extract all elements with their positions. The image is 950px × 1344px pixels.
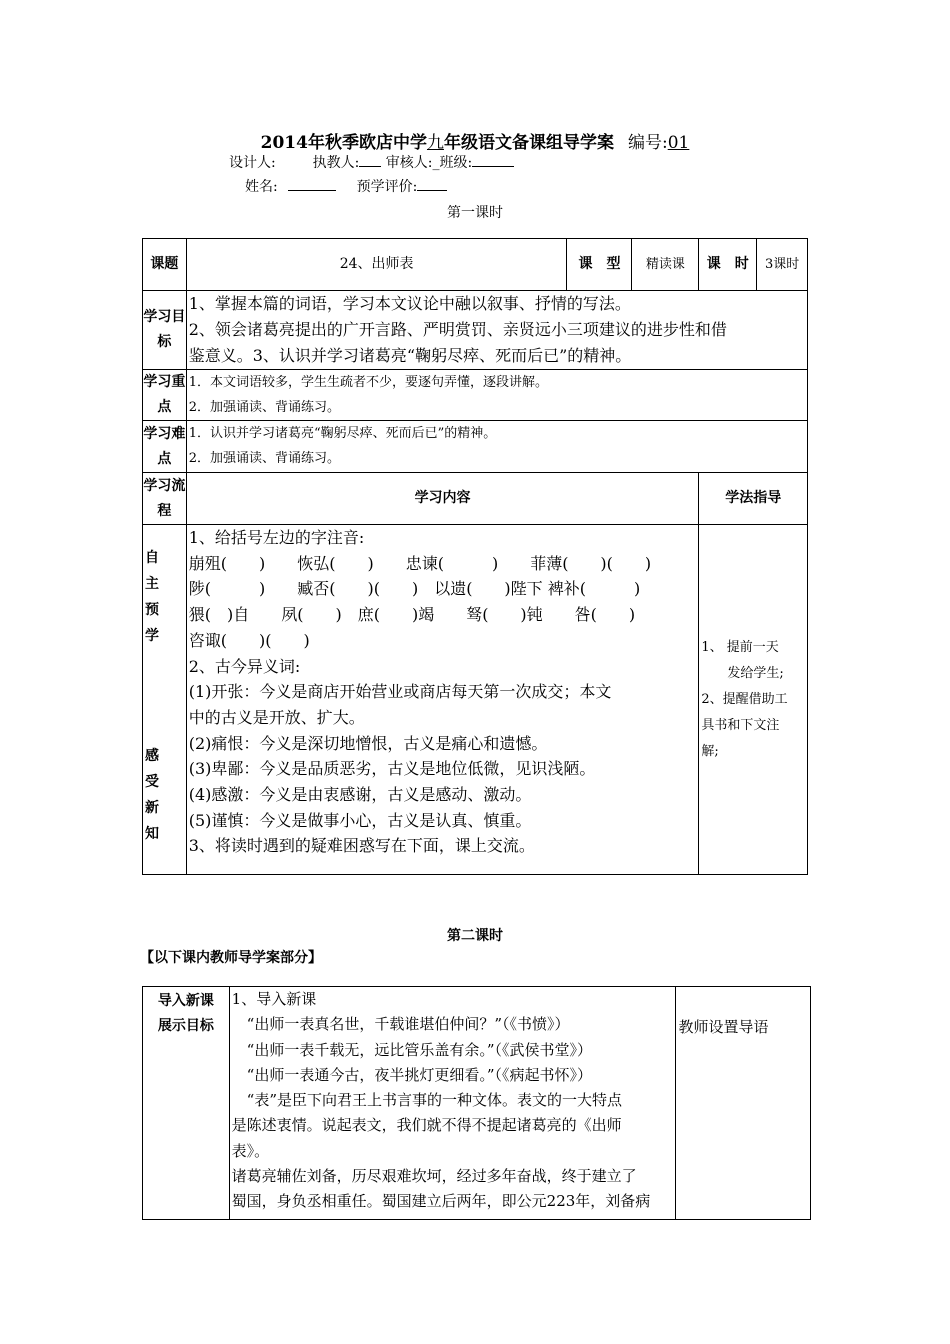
content-line: 咨诹( )( ) — [188, 630, 310, 650]
teacher-blank — [359, 166, 381, 167]
intro-line: 1、导入新课 — [231, 990, 317, 1008]
key-points-content — [186, 370, 807, 421]
study-content — [186, 525, 699, 875]
method-line: 发给学生; — [701, 665, 784, 681]
intro-line: “出师一表千载无，远比管乐盖有余。”（《武侯书堂》） — [231, 1040, 592, 1059]
content-line: 3、将读时遇到的疑难困惑写在下面，课上交流。 — [188, 836, 535, 856]
difficulty-content — [186, 421, 807, 473]
topic-label: 课题 — [143, 239, 187, 291]
flow-header-row — [143, 473, 808, 525]
designer-label: 设计人: — [229, 155, 276, 171]
teacher-note: 教师设置导语 — [675, 987, 810, 1220]
lesson1-heading: 第一课时 — [447, 205, 503, 221]
name-blank — [288, 190, 336, 191]
intro-row — [143, 987, 811, 1220]
content-line: (3)卑鄙：今义是品质恶劣，古义是地位低微，见识浅陋。 — [188, 759, 596, 779]
self-study-label: 自 主 预 学 — [145, 550, 159, 644]
difficulty-point: 1．认识并学习诸葛亮“鞠躬尽瘁、死而后已”的精神。 — [188, 426, 497, 441]
teacher-label: 执教人: — [312, 155, 360, 171]
section-label: 【以下课内教师导学案部分】 — [140, 950, 322, 966]
content-line: (1)开张：今义是商店开始营业或商店每天第一次成交；本文 — [188, 682, 612, 702]
name-label: 姓名: — [245, 179, 278, 195]
class-blank — [472, 166, 514, 167]
topic-value: 24、出师表 — [186, 239, 567, 291]
preview-blank — [417, 190, 447, 191]
method-line: 1、 提前一天 — [701, 639, 779, 655]
intro-line: 是陈述衷情。说起表文，我们就不得不提起诸葛亮的《出师 — [231, 1116, 622, 1135]
lesson2-heading: 第二课时 — [447, 928, 503, 944]
intro-line: 蜀国，身负丞相重任。蜀国建立后两年，即公元223年，刘备病 — [231, 1192, 651, 1211]
goals-row — [143, 291, 808, 370]
content-line: 中的古义是开放、扩大。 — [188, 707, 365, 727]
content-line: 猥( )自 夙( ) 庶( )竭 驽( )钝 咎( ) — [188, 605, 636, 625]
side-labels — [143, 525, 187, 875]
document-title: 2014年秋季欧店中学九年级语文备课组导学案 编号:01 — [260, 133, 690, 153]
intro-line: “表”是臣下向君王上书言事的一种文体。表文的一大特点 — [231, 1091, 622, 1110]
method-header: 学法指导 — [699, 473, 808, 525]
key-points-label: 学习重点 — [143, 370, 187, 421]
intro-line: 表》。 — [231, 1141, 270, 1160]
content-row — [143, 525, 808, 875]
hours-value: 3课时 — [757, 239, 808, 291]
key-point: 2．加强诵读、背诵练习。 — [188, 400, 341, 415]
goals-content — [186, 291, 807, 370]
content-line: 崩殂( ) 恢弘( ) 忠谏( ) 菲薄( )( ) — [188, 553, 652, 573]
difficulty-row — [143, 421, 808, 473]
intro-content — [229, 987, 675, 1220]
goals-label: 学习目标 — [143, 291, 187, 370]
preview-label: 预学评价: — [356, 179, 418, 195]
type-value: 精读课 — [632, 239, 699, 291]
intro-line: “出师一表通今古，夜半挑灯更细看。”（《病起书怀》） — [231, 1065, 592, 1084]
hours-label: 课 时 — [699, 239, 757, 291]
goal-line: 2、领会诸葛亮提出的广开言路、严明赏罚、亲贤远小三项建议的进步性和借 — [188, 320, 727, 339]
lesson2-table — [142, 986, 811, 1220]
method-guide — [699, 525, 808, 875]
meta-row-1 — [229, 152, 514, 172]
content-header: 学习内容 — [186, 473, 699, 525]
method-line: 2、提醒借助工 — [701, 691, 788, 707]
difficulty-label: 学习难点 — [143, 421, 187, 473]
key-points-row — [143, 370, 808, 421]
lesson1-table — [142, 238, 808, 875]
intro-label: 导入新课 展示目标 — [143, 987, 230, 1220]
topic-row — [143, 239, 808, 291]
flow-label: 学习流程 — [143, 473, 187, 525]
intro-line: “出师一表真名世，千载谁堪伯仲间？”（《书愤》） — [231, 1015, 570, 1034]
goal-line: 鉴意义。3、认识并学习诸葛亮“鞠躬尽瘁、死而后已”的精神。 — [188, 346, 632, 365]
goal-line: 1、掌握本篇的词语，学习本文议论中融以叙事、抒情的写法。 — [188, 294, 631, 313]
content-line: (2)痛恨：今义是深切地憎恨，古义是痛心和遗憾。 — [188, 733, 548, 753]
content-line: 2、古今异义词: — [188, 656, 301, 676]
method-line: 解; — [701, 743, 719, 759]
content-line: (5)谨慎：今义是做事小心，古义是认真、慎重。 — [188, 810, 532, 830]
class-label: _班级: — [432, 155, 473, 171]
intro-line: 诸葛亮辅佐刘备，历尽艰难坎坷，经过多年奋战，终于建立了 — [231, 1167, 637, 1186]
reviewer-label: 审核人: — [385, 155, 433, 171]
content-line: 陟( ) 臧否( )( ) 以遗( )陛下 裨补( ) — [188, 579, 641, 599]
key-point: 1．本文词语较多，学生生疏者不少，要逐句弄懂，逐段讲解。 — [188, 375, 549, 390]
type-label: 课 型 — [567, 239, 632, 291]
content-line: (4)感激：今义是由衷感谢，古义是感动、激动。 — [188, 785, 532, 805]
new-knowledge-label: 感 受 新 知 — [145, 748, 159, 842]
method-line: 具书和下文注 — [701, 717, 780, 733]
meta-row-2 — [245, 176, 447, 196]
difficulty-point: 2．加强诵读、背诵练习。 — [188, 451, 341, 466]
content-line: 1、给括号左边的字注音: — [188, 528, 365, 547]
